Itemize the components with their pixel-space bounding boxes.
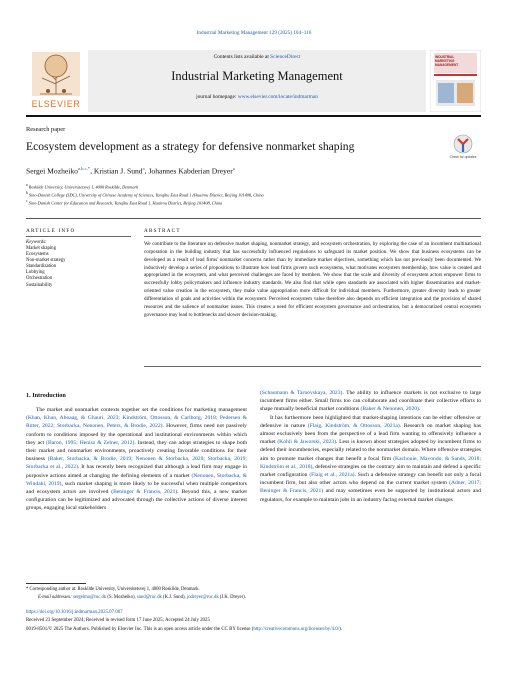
body-text: , defensive strategies on the contrary aim to maintain and defend a specific market configuration: [260, 463, 481, 479]
citation-link[interactable]: (Baker, Storbacka, & Brodie, 2019; Nenonen & Storbacka, 2020; Storbacka, 2019; Storbacka et al., 2022): [26, 456, 248, 471]
paragraph: [260, 389, 481, 414]
body-text: . Instead, they can adopt strategies to shape both their market and nonmarket environments, proactively creating favorable conditions for their business: [26, 439, 248, 463]
journal-cover-thumbnail[interactable]: [430, 50, 481, 112]
sciencedirect-link[interactable]: ScienceDirect: [270, 54, 301, 60]
abstract-rule: [144, 236, 481, 237]
affil-marker: b: [26, 191, 28, 195]
contents-prefix: Contents lists available at: [213, 54, 271, 60]
paragraph: [260, 414, 481, 504]
license-text: 0019-8501/© 2025 The Authors. Published by Elsevier Inc. This is an open access article under the CC BY license (: [26, 627, 254, 632]
body-text: .: [418, 406, 421, 413]
section-heading-introduction: 1. Introduction: [26, 392, 66, 399]
license-text: ).: [339, 627, 342, 632]
citation-link[interactable]: (Kohli & Jaworski, 2023): [277, 439, 336, 446]
crossmark-badge[interactable]: [448, 134, 478, 164]
paragraph: [26, 406, 247, 513]
abstract-end-rule: [144, 366, 481, 367]
author-name: Kristian J. Sund: [93, 166, 143, 176]
author-affil-marker[interactable]: a: [142, 166, 145, 171]
crossmark-label: Check for updates: [449, 155, 477, 159]
corresponding-author-note: * Corresponding author at: Roskilde University, Universitetsvej 1, 4000 Roskilde, Denmark.: [26, 587, 200, 592]
crossmark-icon: [448, 134, 478, 156]
body-text: . Research on market shaping has almost exclusively been from the perspective of a lead firm wanting to offensively influence a market: [260, 422, 481, 446]
section-rule: [26, 218, 481, 219]
body-text: . Less is known about strategies adopted by incumbent firms to defend their incumbencies, especially related to the nonmarket domain. Where offensive strategies aim to promote market changes that benefit a focal firm: [260, 439, 481, 462]
email-link[interactable]: jodreyer@ruc.dk: [186, 595, 219, 600]
footnote-rule: [26, 583, 86, 584]
doi-link[interactable]: https://doi.org/10.1016/j.indmarman.2025.07.007: [26, 610, 123, 615]
citation-link[interactable]: (Kachouie, Mavondo, & Sands, 2018; Kindström et al., 2018): [260, 455, 481, 470]
email-addresses: [38, 595, 246, 600]
keyword: Standardization: [26, 264, 57, 270]
body-text: It has furthermore been highlighted that market-shaping intentions can be either offensive or defensive in nature: [260, 414, 481, 429]
journal-homepage: [88, 94, 426, 100]
affiliation: [26, 199, 222, 205]
article-type: Research paper: [26, 126, 66, 133]
journal-reference[interactable]: Industrial Marketing Management 129 (2025) 104–116: [196, 30, 312, 36]
cover-title: [435, 55, 476, 68]
cover-title-line: MARKETING: [435, 59, 455, 64]
article-title: Ecosystem development as a strategy for defensive nonmarket shaping: [26, 140, 355, 153]
body-text: The market and nonmarket contexts together set the conditions for marketing management: [36, 407, 247, 413]
keyword: Non-market strategy: [26, 258, 66, 264]
affil-text: Sino-Danish College (SDC), University of Chinese Academy of Sciences, Yanqihu East Road 1 (Huairou District, Beijing 101408, China: [28, 192, 264, 198]
author-separator: ,: [90, 166, 94, 176]
body-text: . Such a defensive strategy can benefit not only a focal incumbent firm, but also other actors who depend on the current market system: [260, 472, 481, 487]
keywords-label: Keywords:: [26, 240, 47, 245]
email-owner: (S. Mozheiko),: [106, 595, 137, 600]
email-owner: (K.J. Sund),: [161, 595, 187, 600]
citation-link[interactable]: (Flaig et al., 2021a): [309, 472, 355, 479]
affil-marker: c: [26, 199, 28, 203]
body-column-left: [26, 406, 247, 513]
body-text: , such market shaping is more likely to be successful when multiple competitors and ecosystem actors are involved: [26, 480, 247, 496]
header-rule: [26, 115, 481, 117]
body-text: . The ability to influence markets is not exclusive to large incumbent firms either. Small firms too can collaborate and coordinate their collective efforts to shape mutually beneficial market conditions: [260, 390, 481, 413]
email-link[interactable]: sergeimo@ruc.dk: [72, 595, 107, 600]
contents-line: [88, 54, 426, 60]
elsevier-wordmark: ELSEVIER: [31, 99, 81, 109]
body-column-right: [260, 389, 481, 504]
email-label: E-mail addresses:: [38, 595, 73, 600]
author-list: [26, 166, 235, 176]
article-info-heading: ARTICLE INFO: [26, 228, 76, 234]
body-text: . However, firms need not passively conform to conditions imposed by the operational and institutional environments within which they act: [26, 423, 247, 446]
received-dates: Received 23 September 2024; Received in revised form 17 June 2025; Accepted 24 July 2025: [26, 618, 210, 623]
body-text: . Beyond this, a new market configuration can be legitimized and advocated through the collective actions of diverse interest groups, engaging local stakeholders: [26, 489, 247, 512]
journal-banner: [88, 50, 426, 112]
citation-link[interactable]: (Baron, 1995; Henisz & Zelner, 2012): [46, 439, 135, 446]
email-link[interactable]: sund@ruc.dk: [136, 595, 162, 600]
keyword: Lobbying: [26, 270, 45, 276]
author-affil-marker[interactable]: a: [232, 166, 235, 171]
journal-name: Industrial Marketing Management: [171, 69, 343, 83]
affil-marker: a: [26, 183, 28, 187]
author-affil-marker[interactable]: a,b,c,*: [77, 166, 91, 171]
body-text: . It has recently been recognized that although a lead firm may engage in purposive actions aimed at changing the defining elements of a market: [26, 464, 247, 479]
homepage-link[interactable]: www.elsevier.com/locate/indmarman: [237, 94, 318, 100]
abstract-text: We contribute to the literature on defensive market shaping, nonmarket strategy, and ecosystem orchestration, by exploring the case of an incumbent multinational corporation in the building industry that has successfully influenced regulations to safeguard its market position. We show that business ecosystems can be developed as a result of lead firms' nonmarket concerns rather than by immediate market objectives, something which has not previously been documented. We inductively develop a series of propositions to illustrate how lead firms govern such ecosystems, what motivates ecosystem membership, how value is created and appropriated in the ecosystem, and what perceived challenges are faced by members. We show that the scale and diversity of ecosystem actors empower firms to successfully lobby policymakers and influence industry standards. We also find that while open standards are associated with higher dissemination and market-oriented value creation in the ecosystem, they make value appropriation more difficult for individual members. Furthermore, greater diversity leads to greater differentiation of goals and activities within the ecosystem. Perceived ecosystem value therefore also depends on efficient integration and the provision of shared resources and the salience of nonmarket issues. This creates a need for efficient ecosystem governance and orchestration, but a democratized central ecosystem governance may lead to bottlenecks and slower decision-making.: [144, 241, 481, 318]
citation-link[interactable]: (Baker & Nenonen, 2020): [360, 406, 419, 413]
citation-link[interactable]: (Adner, 2017; Beninger & Francis, 2021): [260, 480, 482, 495]
keyword: Sustainability: [26, 282, 53, 288]
keyword: Ecosystems: [26, 252, 49, 258]
journal-header: [26, 50, 481, 112]
homepage-prefix: journal homepage:: [196, 94, 238, 100]
affiliation: [26, 183, 138, 189]
author-name: Johannes Kabderian Dreyer: [148, 166, 233, 176]
cover-title-line: MANAGEMENT: [435, 63, 459, 68]
author-name: Sergei Mozheiko: [26, 166, 78, 176]
affil-text: Sino-Danish Center for Education and Research, Yanqihu East Road 1, Huairou District, Beijing 101408, China: [28, 200, 223, 206]
keyword: Market shaping: [26, 246, 56, 251]
license-link[interactable]: http://creativecommons.org/licenses/by/4.0/: [253, 627, 340, 632]
citation-link[interactable]: (Flaig, Kindström, & Ottosson, 2021a): [307, 422, 400, 429]
email-owner: (J.K. Dreyer).: [218, 595, 246, 600]
keyword: Orchestration: [26, 276, 53, 282]
citation-link[interactable]: (Beninger & Francis, 2021): [111, 489, 178, 496]
abstract-heading: ABSTRACT: [144, 228, 181, 234]
affil-text: Roskilde University, Universitetsvej 1, 4000 Roskilde, Denmark: [28, 184, 139, 190]
body-text: and may sometimes even be supported by institutional actors and regulators, for example to maintain jobs in an industry facing external market changes: [260, 488, 481, 503]
elsevier-logo: [26, 50, 86, 112]
citation-link[interactable]: (Khan, Khan, Aboaag, & Ghauri, 2023; Kindström, Ottosson, & Carlborg, 2018; Pedersen & Ritter, 2022; Storbacka, Nenonen, Peters, & Brodie, 2022): [26, 415, 247, 430]
cover-title-line: INDUSTRIAL: [435, 55, 455, 59]
citation-link[interactable]: (Nenonen, Storbacka, & Windahl, 2019): [26, 472, 247, 487]
author-separator: ,: [144, 166, 149, 176]
keyword-list: [26, 246, 66, 289]
affiliation: [26, 191, 264, 197]
citation-link[interactable]: (Schaumann & Tarnovskaya, 2023): [260, 390, 343, 396]
license-line: [26, 627, 342, 632]
article-info-rule: [26, 236, 131, 237]
